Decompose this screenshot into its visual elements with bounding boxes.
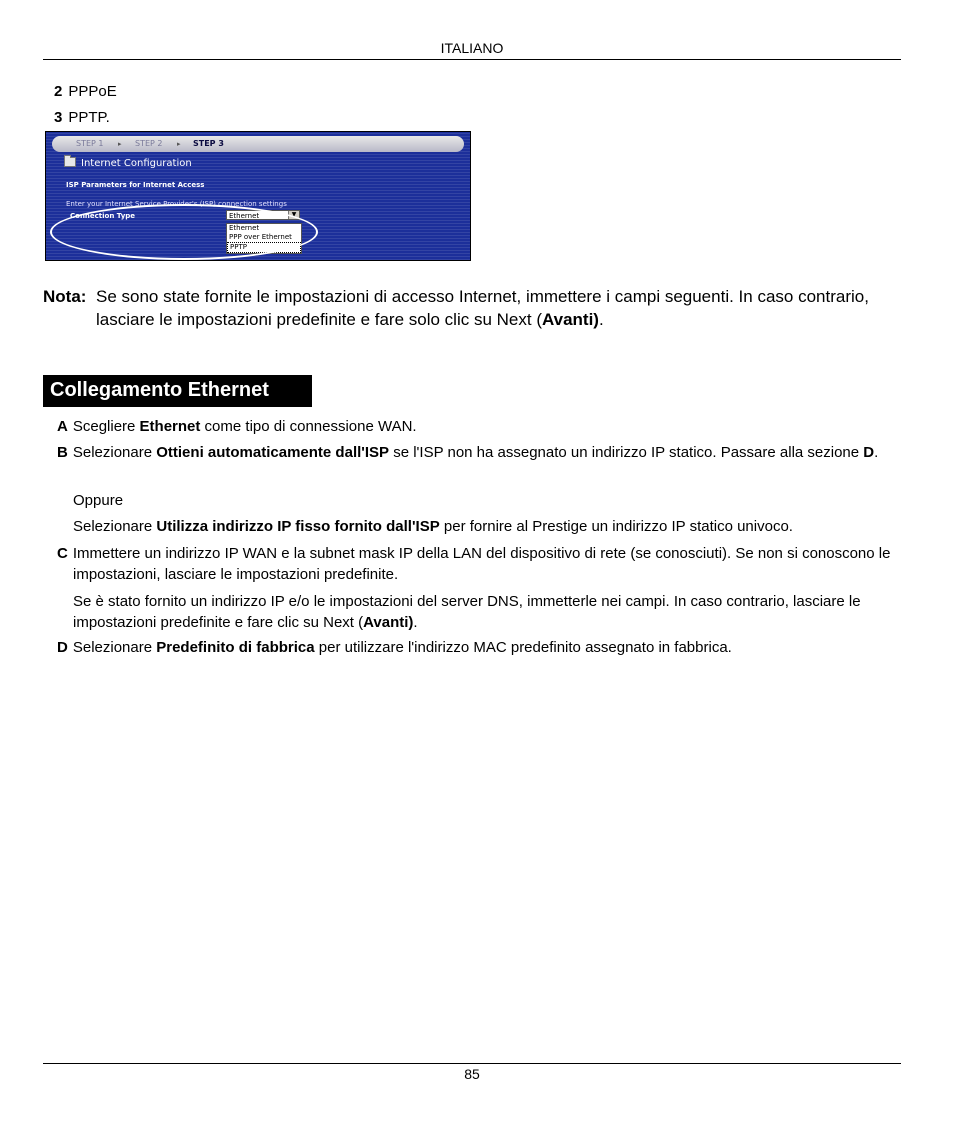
step-3: STEP 3	[193, 139, 224, 148]
connection-type-label: Connection Type	[70, 212, 136, 220]
option-ethernet[interactable]: Ethernet	[229, 224, 260, 232]
step-arrow-icon: ▸	[118, 140, 122, 148]
list-item-pptp	[54, 109, 110, 126]
step-text: se l'ISP non ha assegnato un indirizzo IP statico. Passare alla sezione	[389, 444, 864, 461]
step-text: Selezionare	[72, 444, 157, 461]
step-bold: Predefinito di fabbrica	[156, 639, 315, 656]
header-rule	[43, 59, 901, 60]
step-1: STEP 1	[76, 139, 104, 148]
step-bold: Utilizza indirizzo IP fisso fornito dall'ISP	[156, 518, 440, 535]
step-b-alternative	[73, 516, 907, 537]
step-bold: Ethernet	[139, 418, 201, 435]
step-text: Se è stato fornito un indirizzo IP e/o le impostazioni del server DNS, immetterle nei campi. In caso contrario, lasciare le impostazioni predefinite e fare clic su Next (	[73, 593, 861, 631]
note-bold: Avanti)	[541, 310, 599, 329]
option-pppoe[interactable]: PPP over Ethernet	[229, 233, 292, 241]
step-2: STEP 2	[135, 139, 163, 148]
step-bold: Ottieni automaticamente dall'ISP	[156, 444, 390, 461]
step-bold: D	[863, 444, 875, 461]
note-body	[96, 285, 903, 331]
header-language: ITALIANO	[440, 40, 504, 56]
note-text: Se sono state fornite le impostazioni di accesso Internet, immettere i campi seguenti. In caso contrario, lasciare le impostazioni predefinite e fare solo clic su Next (	[96, 287, 869, 329]
step-bold: Avanti)	[363, 614, 414, 631]
list-text: PPTP.	[68, 109, 110, 126]
step-text: Scegliere	[72, 418, 140, 435]
step-b	[57, 442, 907, 463]
note-block	[43, 285, 903, 331]
chevron-down-icon[interactable]: ▼	[288, 211, 299, 219]
highlight-ellipse	[50, 204, 318, 260]
list-item-pppoe	[54, 83, 117, 100]
folder-icon	[64, 157, 76, 167]
step-d	[57, 637, 907, 658]
step-letter: A	[57, 418, 68, 435]
step-text: Selezionare	[73, 518, 157, 535]
internet-config-title-text: Internet Configuration	[81, 158, 192, 169]
step-letter: C	[57, 545, 68, 562]
option-pptp[interactable]: PPTP	[227, 242, 301, 253]
step-text: Selezionare	[72, 639, 157, 656]
connection-type-selected: Ethernet	[229, 212, 260, 220]
step-a	[57, 416, 907, 437]
step-text: .	[874, 444, 879, 461]
connection-type-screenshot	[45, 131, 471, 261]
footer-rule	[43, 1063, 901, 1064]
section-title: Collegamento Ethernet	[43, 375, 312, 407]
page-number: 85	[464, 1066, 480, 1082]
step-text: per fornire al Prestige un indirizzo IP statico univoco.	[439, 518, 793, 535]
step-letter: D	[57, 639, 68, 656]
step-text: Immettere un indirizzo IP WAN e la subnet mask IP della LAN del dispositivo di rete (se conosciuti). Se non si conoscono le impostazioni, lasciare le impostazioni predefinite.	[72, 545, 891, 583]
step-c-dns	[73, 591, 907, 633]
list-number: 2	[54, 83, 63, 100]
note-end: .	[598, 310, 604, 329]
list-text: PPPoE	[68, 83, 117, 100]
internet-config-title	[64, 157, 192, 169]
isp-description: Enter your Internet Service Provider's (ISP) connection settings	[66, 200, 287, 208]
list-number: 3	[54, 109, 63, 126]
step-arrow-icon: ▸	[177, 140, 181, 148]
step-text: per utilizzare l'indirizzo MAC predefinito assegnato in fabbrica.	[314, 639, 732, 656]
isp-parameters-heading: ISP Parameters for Internet Access	[66, 181, 205, 189]
note-label: Nota:	[43, 287, 87, 306]
step-letter: B	[57, 444, 68, 461]
step-b-or: Oppure	[73, 492, 124, 509]
step-text: .	[413, 614, 418, 631]
step-text: come tipo di connessione WAN.	[200, 418, 417, 435]
wizard-steps-bar	[52, 136, 464, 152]
step-c	[57, 543, 907, 585]
